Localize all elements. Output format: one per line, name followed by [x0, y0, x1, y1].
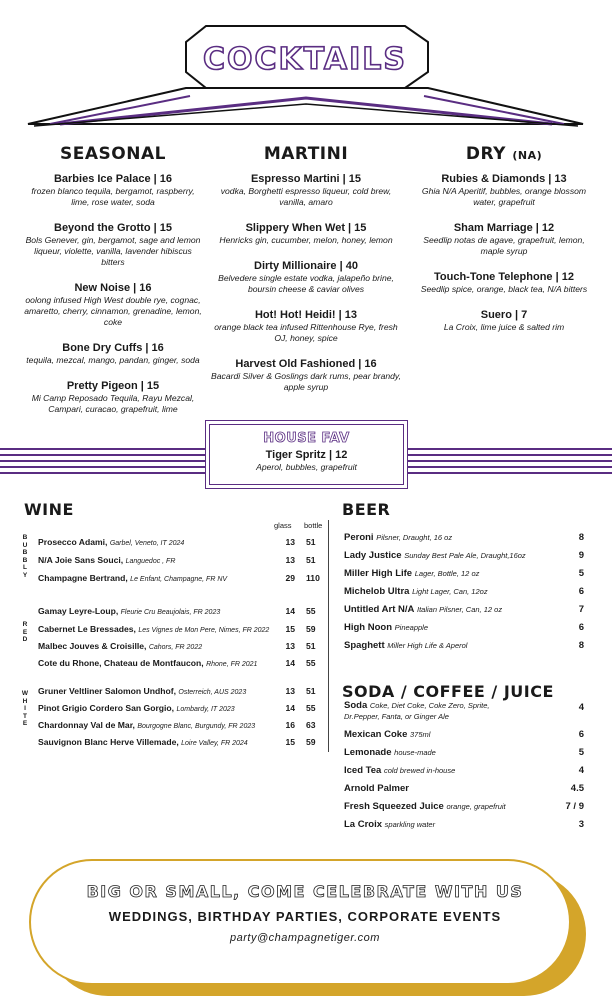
soda-name: Soda — [344, 700, 368, 711]
cocktail-item — [418, 172, 590, 208]
beer-row — [344, 638, 584, 654]
wine-glass-price: 14 — [285, 658, 295, 668]
wine-bottle-price: 55 — [306, 658, 316, 668]
soda-price: 4 — [578, 765, 584, 776]
soda-row — [344, 781, 584, 797]
cocktail-name: Hot! Hot! Heidi! | 13 — [254, 309, 358, 321]
beer-name: High Noon — [344, 622, 393, 633]
wine-col-glass: glass — [274, 521, 292, 530]
wine-glass-price: 14 — [285, 606, 295, 616]
wine-row — [38, 718, 328, 732]
dry-heading — [418, 144, 590, 164]
wine-row — [38, 604, 328, 618]
wine-name: Gruner Veltliner Salomon Undhof, — [38, 686, 176, 696]
cocktail-desc: Seedlip spice, orange, black tea, N/A bitters — [420, 284, 588, 294]
wine-bottle-price: 51 — [306, 555, 316, 565]
wine-detail: Loire Valley, FR 2024 — [181, 740, 248, 747]
wine-detail: Cahors, FR 2022 — [148, 644, 203, 651]
wine-name: Cote du Rhone, Chateau de Montfaucon, — [38, 658, 204, 668]
cocktail-item — [208, 172, 404, 208]
cocktail-desc: Mi Camp Reposado Tequila, Rayu Mezcal, Campari, curacao, grapefruit, lime — [31, 393, 195, 414]
cocktail-item — [22, 341, 204, 366]
cocktail-name: Rubies & Diamonds | 13 — [441, 173, 567, 185]
cocktail-desc: Henricks gin, cucumber, melon, honey, lemon — [219, 235, 393, 245]
beer-price: 5 — [578, 568, 584, 579]
soda-price: 7 / 9 — [565, 801, 584, 812]
soda-row — [344, 817, 584, 833]
cocktail-item — [418, 270, 590, 295]
wine-bottle-price: 51 — [306, 686, 316, 696]
cocktail-name: Bone Dry Cuffs | 16 — [62, 342, 164, 354]
wine-detail: Osterreich, AUS 2023 — [178, 689, 247, 696]
wine-name: Malbec Jouves & Croisille, — [38, 641, 147, 651]
beer-name: Michelob Ultra — [344, 586, 410, 597]
wine-glass-price: 14 — [285, 703, 295, 713]
wine-name: Chardonnay Val de Mar, — [38, 720, 135, 730]
cocktail-desc: Ghia N/A Aperitif, bubbles, orange blossom water, grapefruit — [421, 186, 587, 207]
cocktail-name: Touch-Tone Telephone | 12 — [434, 271, 574, 283]
wine-detail: Garbel, Veneto, IT 2024 — [109, 540, 185, 547]
seasonal-column — [22, 144, 204, 428]
wine-group-red: R E D — [22, 621, 28, 643]
footer-text — [40, 882, 570, 944]
martini-column — [208, 144, 404, 406]
soda-row — [344, 745, 584, 761]
soda-name: La Croix — [344, 819, 383, 830]
cocktail-desc: vodka, Borghetti espresso liqueur, cold brew, vanilla, amaro — [220, 186, 392, 207]
wine-group-bubbly: B U B B L Y — [22, 534, 28, 579]
house-fav-desc: Aperol, bubbles, grapefruit — [256, 462, 357, 472]
beer-price: 8 — [578, 640, 584, 651]
soda-detail: orange, grapefruit — [446, 802, 506, 811]
cocktail-name: Barbies Ice Palace | 16 — [53, 173, 173, 185]
wine-bottle-price: 55 — [306, 703, 316, 713]
cocktail-item — [22, 172, 204, 208]
cocktail-desc: oolong infused High West double rye, cognac, amaretto, cherry, cinnamon, grenadine, lemon, coke — [24, 295, 202, 327]
soda-price: 6 — [578, 729, 584, 740]
wine-glass-price: 13 — [285, 555, 295, 565]
wine-bottle-price: 55 — [306, 606, 316, 616]
beer-name: Miller High Life — [344, 568, 413, 579]
wine-glass-price: 15 — [285, 737, 295, 747]
wine-glass-price: 15 — [285, 624, 295, 634]
footer-events: WEDDINGS, BIRTHDAY PARTIES, CORPORATE EVENTS — [108, 909, 502, 924]
soda-name: Mexican Coke — [344, 729, 408, 740]
header — [0, 0, 612, 140]
cocktail-item — [208, 357, 404, 393]
soda-name: Arnold Palmer — [344, 783, 409, 794]
cocktail-name: Dirty Millionaire | 40 — [254, 260, 358, 272]
wine-row — [38, 535, 328, 549]
cocktail-item — [22, 281, 204, 328]
cocktail-desc: Seedlip notas de agave, grapefruit, lemon, maple syrup — [423, 235, 585, 256]
beer-row — [344, 548, 584, 564]
soda-row — [344, 727, 584, 743]
page-title: COCKTAILS — [202, 42, 408, 77]
wine-group-white: W H I T E — [21, 690, 29, 727]
beer-name: Untitled Art N/A — [344, 604, 415, 615]
cocktail-name: Slippery When Wet | 15 — [245, 222, 367, 234]
beer-detail: Pilsner, Draught, 16 oz — [376, 533, 453, 542]
beer-row — [344, 620, 584, 636]
wine-name: Sauvignon Blanc Herve Villemade, — [38, 737, 179, 747]
cocktail-name: Espresso Martini | 15 — [250, 173, 362, 185]
wine-detail: Bourgogne Blanc, Burgundy, FR 2023 — [137, 723, 256, 730]
wine-bottle-price: 110 — [306, 573, 320, 583]
soda-price: 5 — [578, 747, 584, 758]
beer-detail: Miller High Life & Aperol — [387, 641, 468, 650]
dry-heading-text: DRY — [465, 144, 506, 164]
cocktail-name: Harvest Old Fashioned | 16 — [235, 358, 377, 370]
wine-detail: Le Enfant, Champagne, FR NV — [130, 576, 228, 583]
wine-name: Champagne Bertrand, — [38, 573, 128, 583]
house-fav-name: Tiger Spritz | 12 — [265, 449, 348, 461]
beer-detail: Lager, Bottle, 12 oz — [414, 569, 480, 578]
cocktail-name: Beyond the Grotto | 15 — [54, 222, 172, 234]
wine-bottle-price: 59 — [306, 624, 316, 634]
footer-headline: BIG OR SMALL, COME CELEBRATE WITH US — [86, 882, 524, 901]
beer-row — [344, 602, 584, 618]
wine-beer-divider — [328, 520, 329, 752]
cocktail-item — [22, 379, 204, 415]
soda-heading: SODA / COFFEE / JUICE — [342, 682, 554, 701]
beer-row — [344, 530, 584, 546]
beer-detail: Light Lager, Can, 12oz — [412, 587, 488, 596]
cocktail-item — [418, 308, 590, 333]
house-fav-heading: HOUSE FAV — [263, 431, 350, 446]
wine-row — [38, 701, 328, 715]
beer-detail: Pineapple — [394, 623, 429, 632]
martini-heading: MARTINI — [263, 144, 349, 164]
beer-name: Spaghett — [344, 640, 385, 651]
cocktail-name: Pretty Pigeon | 15 — [66, 380, 160, 392]
cocktail-desc: Belvedere single estate vodka, jalapeño brine, boursin cheese & caviar olives — [218, 273, 394, 294]
wine-bottle-price: 51 — [306, 537, 316, 547]
beer-price: 6 — [578, 586, 584, 597]
wine-col-bottle: bottle — [304, 521, 323, 530]
beer-row — [344, 566, 584, 582]
wine-detail: Fleurie Cru Beaujolais, FR 2023 — [120, 609, 221, 616]
soda-name: Lemonade — [344, 747, 392, 758]
cocktail-item — [418, 221, 590, 257]
cocktail-item — [208, 259, 404, 295]
wine-glass-price: 13 — [285, 686, 295, 696]
wine-detail: Rhone, FR 2021 — [206, 661, 258, 668]
wine-name: Prosecco Adami, — [38, 537, 108, 547]
wine-bottle-price: 51 — [306, 641, 316, 651]
soda-price: 3 — [578, 819, 584, 830]
wine-bottle-price: 59 — [306, 737, 316, 747]
beer-heading: BEER — [342, 500, 391, 519]
wine-glass-price: 29 — [285, 573, 295, 583]
wine-glass-price: 16 — [285, 720, 295, 730]
wine-name: Cabernet Le Bressades, — [38, 624, 136, 634]
dry-heading-suffix: (NA) — [512, 149, 543, 162]
wine-glass-price: 13 — [285, 641, 295, 651]
footer-email-link[interactable]: party@champagnetiger.com — [230, 932, 380, 944]
wine-bottle-price: 63 — [306, 720, 316, 730]
soda-detail-line2: Dr.Pepper, Fanta, or Ginger Ale — [344, 712, 449, 721]
cocktail-name: New Noise | 16 — [74, 282, 152, 294]
beer-price: 6 — [578, 622, 584, 633]
wine-row — [38, 622, 328, 636]
wine-heading: WINE — [24, 500, 74, 519]
soda-price: 4 — [578, 702, 584, 713]
soda-name: Iced Tea — [344, 765, 382, 776]
cocktail-desc: Bacardi Silver & Goslings dark rums, pear brandy, apple syrup — [211, 371, 401, 392]
soda-row — [344, 799, 584, 815]
wine-detail: Les Vignes de Mon Pere, Nimes, FR 2022 — [138, 627, 270, 634]
soda-detail: 375ml — [410, 730, 431, 739]
wine-detail: Languedoc , FR — [125, 558, 176, 565]
cocktail-item — [22, 221, 204, 268]
beer-price: 7 — [578, 604, 584, 615]
soda-row — [344, 700, 584, 724]
cocktail-desc: tequila, mezcal, mango, pandan, ginger, soda — [26, 355, 200, 365]
cocktail-name: Suero | 7 — [480, 309, 528, 321]
beer-detail: Sunday Best Pale Ale, Draught,16oz — [404, 551, 526, 560]
cocktail-desc: La Croix, lime juice & salted rim — [443, 322, 565, 332]
wine-name: N/A Joie Sans Souci, — [38, 555, 124, 565]
wine-name: Gamay Leyre-Loup, — [38, 606, 119, 616]
wine-glass-price: 13 — [285, 537, 295, 547]
cocktail-item — [208, 308, 404, 344]
beer-price: 8 — [578, 532, 584, 543]
soda-price: 4.5 — [570, 783, 584, 794]
cocktail-item — [208, 221, 404, 246]
soda-detail: cold brewed in-house — [383, 766, 456, 775]
beer-name: Peroni — [344, 532, 374, 543]
cocktail-desc: Bols Genever, gin, bergamot, sage and lemon liqueur, violette, vanilla, lavender hibiscus bitters — [25, 235, 201, 267]
house-fav-box — [205, 420, 408, 489]
soda-detail: sparkling water — [384, 820, 436, 829]
wine-detail: Lombardy, IT 2023 — [176, 706, 235, 713]
soda-detail: Coke, Diet Coke, Coke Zero, Sprite, — [369, 701, 490, 710]
wine-name: Pinot Grigio Cordero San Gorgio, — [38, 703, 175, 713]
cocktail-name: Sham Marriage | 12 — [453, 222, 555, 234]
soda-name: Fresh Squeezed Juice — [344, 801, 444, 812]
wine-row — [38, 735, 328, 749]
wine-row — [38, 639, 328, 653]
beer-detail: Italian Pilsner, Can, 12 oz — [417, 605, 503, 614]
wine-row — [38, 684, 328, 698]
seasonal-heading: SEASONAL — [60, 144, 166, 164]
beer-price: 9 — [578, 550, 584, 561]
wine-row — [38, 571, 328, 585]
beer-row — [344, 584, 584, 600]
cocktail-desc: frozen blanco tequila, bergamot, raspberry, lime, rose water, soda — [31, 186, 195, 207]
beer-name: Lady Justice — [344, 550, 402, 561]
wine-row — [38, 553, 328, 567]
soda-row — [344, 763, 584, 779]
soda-detail: house-made — [394, 748, 436, 757]
wine-row — [38, 656, 328, 670]
dry-column — [418, 144, 590, 346]
cocktail-desc: orange black tea infused Rittenhouse Rye, fresh OJ, honey, spice — [214, 322, 398, 343]
